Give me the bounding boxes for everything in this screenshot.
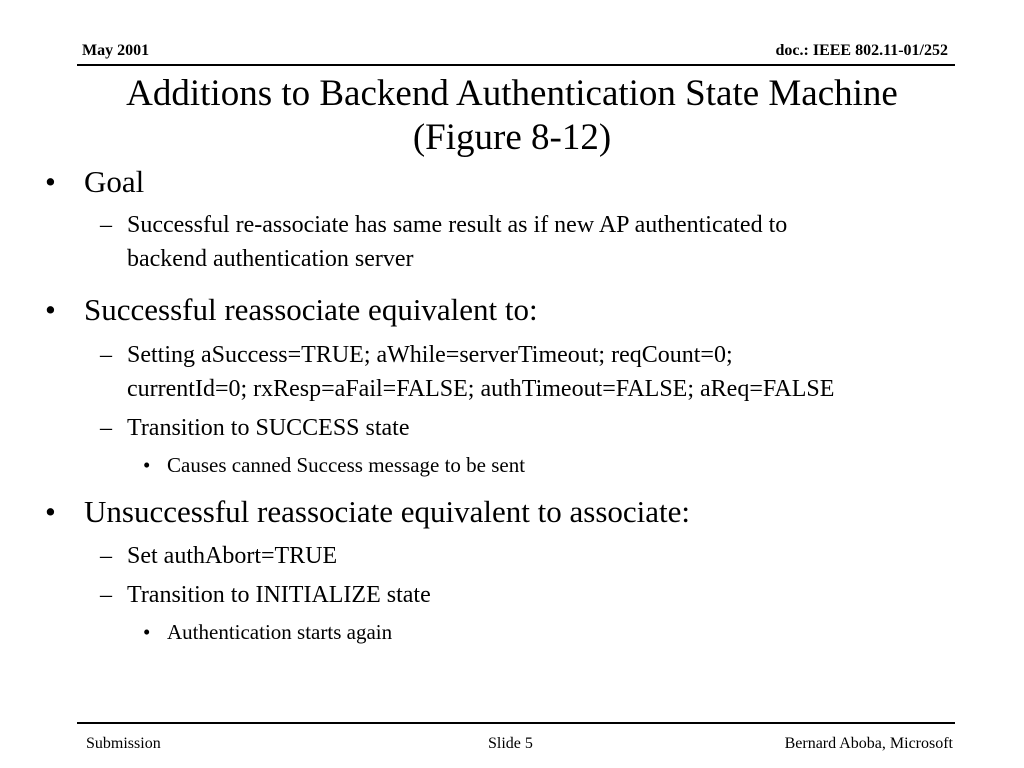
bullet-text: Unsuccessful reassociate equivalent to associate: (84, 494, 690, 529)
slide-title-line-2: (Figure 8-12) (412, 117, 612, 158)
slide-body (0, 161, 1024, 647)
sub-bullet-text: Transition to INITIALIZE state (127, 582, 431, 608)
sub-bullet-text-line-1: Setting aSuccess=TRUE; aWhile=serverTimeout; reqCount=0; (127, 342, 733, 368)
bullet-successful-reassociate (0, 291, 1024, 329)
sub-bullet-text-line-2: backend authentication server (127, 246, 414, 272)
sub-sub-bullet-auth-starts-again (0, 617, 1024, 647)
footer-divider (77, 722, 955, 724)
footer-submission: Submission (86, 735, 161, 752)
sub-bullet-text-line-2: currentId=0; rxResp=aFail=FALSE; authTimeout=FALSE; aReq=FALSE (127, 376, 835, 402)
bullet-marker: • (45, 292, 56, 327)
slide-title (60, 72, 964, 160)
sub-bullet-setting-values (0, 338, 1024, 406)
dash-marker: – (100, 543, 112, 569)
sub-bullet-transition-initialize (0, 578, 1024, 612)
footer-author: Bernard Aboba, Microsoft (784, 735, 953, 752)
dash-marker: – (100, 415, 112, 441)
sub-sub-bullet-canned-success (0, 450, 1024, 480)
dash-marker: – (100, 212, 112, 238)
sub-bullet-goal-description (0, 208, 1024, 276)
bullet-marker: • (45, 494, 56, 529)
sub-sub-bullet-text: Causes canned Success message to be sent (167, 453, 526, 477)
header-date: May 2001 (82, 42, 150, 59)
sub-bullet-text: Set authAbort=TRUE (127, 543, 338, 569)
footer-slide-number: Slide 5 (488, 735, 533, 752)
sub-sub-bullet-text: Authentication starts again (167, 620, 393, 644)
bullet-unsuccessful-reassociate (0, 493, 1024, 531)
bullet-text: Goal (84, 164, 145, 199)
bullet-goal (0, 163, 1024, 201)
slide-title-line-1: Additions to Backend Authentication State Machine (126, 73, 898, 114)
sub-bullet-transition-success (0, 411, 1024, 445)
sub-bullet-text: Transition to SUCCESS state (127, 415, 410, 441)
bullet-text: Successful reassociate equivalent to: (84, 292, 538, 327)
bullet-marker: • (143, 453, 151, 477)
header-doc-id: doc.: IEEE 802.11-01/252 (775, 42, 948, 59)
bullet-marker: • (45, 164, 56, 199)
sub-bullet-set-authabort (0, 539, 1024, 573)
sub-bullet-text-line-1: Successful re-associate has same result as if new AP authenticated to (127, 212, 788, 238)
dash-marker: – (100, 342, 112, 368)
header-divider (77, 64, 955, 66)
bullet-marker: • (143, 620, 151, 644)
dash-marker: – (100, 582, 112, 608)
